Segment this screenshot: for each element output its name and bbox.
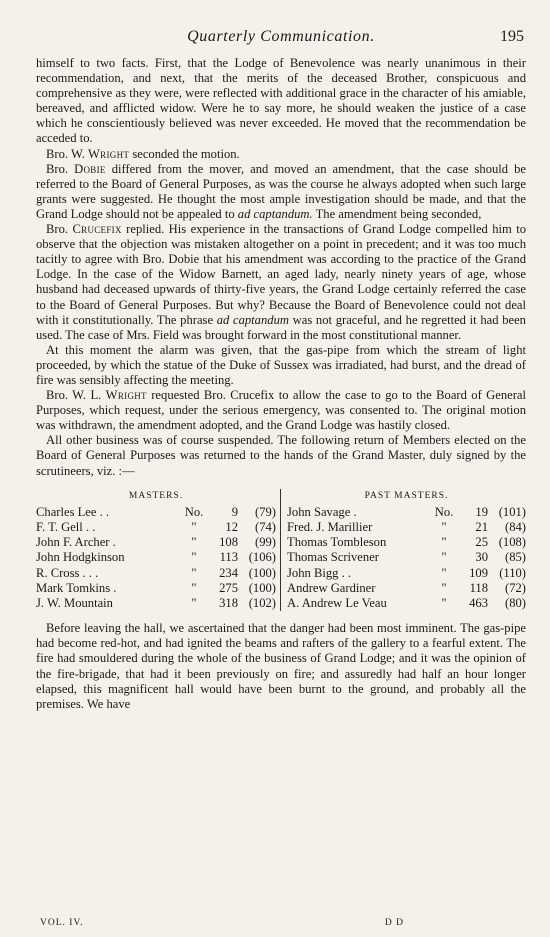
page-header xyxy=(36,26,526,56)
body-text-continued xyxy=(36,621,526,712)
table-row xyxy=(36,596,276,611)
body-text xyxy=(36,56,526,479)
text-run: Bro. xyxy=(46,222,73,237)
votes-cell: (110) xyxy=(499,565,526,580)
text-run: differed from the mover, and moved an amendment, that the case should be referred to the Board of General Purposes, as was the course he always adopted when such large grants were suggested. He thought the most ample investigation should be made, and that the Grand Lodge should not be appealed to xyxy=(36,161,527,221)
lodge-number-cell: 118 xyxy=(469,580,488,595)
member-name-cell: John Bigg . . xyxy=(287,565,352,580)
text-run: seconded the motion. xyxy=(129,146,240,161)
lodge-number-cell: 12 xyxy=(225,520,238,535)
member-name-cell: Andrew Gardiner xyxy=(287,580,376,595)
votes-cell: (100) xyxy=(248,580,276,595)
table-row xyxy=(36,581,276,596)
number-mark-cell: " xyxy=(441,520,447,535)
member-name-cell: John Hodgkinson xyxy=(36,550,125,565)
lodge-number-cell: 113 xyxy=(219,550,238,565)
table-row xyxy=(36,535,276,550)
italic-phrase: ad captandum xyxy=(216,312,289,327)
votes-cell: (84) xyxy=(505,520,526,535)
text-run: At this moment the alarm was given, that the gas-pipe from which the stream of light proceeded, by which the statue of the Duke of Sussex was irradiated, had burst, and the dread of fire was sensibly affecting the meeting. xyxy=(36,342,526,387)
table-row xyxy=(36,520,276,535)
member-name-cell: John F. Archer . xyxy=(36,535,116,550)
table-row xyxy=(287,581,526,596)
volume-label: VOL. IV. xyxy=(40,918,84,928)
member-name-cell: Mark Tomkins . xyxy=(36,580,117,595)
lodge-number-cell: 25 xyxy=(475,535,488,550)
votes-cell: (99) xyxy=(255,535,276,550)
paragraph: Before leaving the hall, we ascertained that the danger had been most imminent. The gas-pipe had become red-hot, and had ignited the beams and rafters of the gallery to a fearful extent. The fire had smouldered during the whole of the business of Grand Lodge; and it was the opinion of the fire-brigade, that had it been previously on fire; and assuredly had half an hour longer elapsed, this magnificent hall would have been burnt to the ground, and probably all the premises. We have xyxy=(36,621,526,711)
table-row xyxy=(36,550,276,565)
table-row xyxy=(287,550,526,565)
page-number: 195 xyxy=(500,28,524,45)
number-mark-cell: " xyxy=(191,520,197,535)
past-masters-column xyxy=(281,489,526,612)
number-mark-cell: " xyxy=(441,565,447,580)
number-mark-cell: " xyxy=(191,550,197,565)
signature-mark: D D xyxy=(384,918,404,928)
member-name-cell: John Savage . xyxy=(287,504,357,519)
text-run: The amendment being seconded, xyxy=(312,206,482,221)
member-name-cell: F. T. Gell . . xyxy=(36,520,96,535)
paragraph xyxy=(36,147,526,162)
paragraph xyxy=(36,433,526,478)
masters-column xyxy=(36,489,281,612)
votes-cell: (101) xyxy=(498,504,526,519)
number-mark-cell: No. xyxy=(184,504,204,519)
masters-heading: MASTERS. xyxy=(128,490,184,501)
table-row xyxy=(36,505,276,520)
member-name-cell: R. Cross . . . xyxy=(36,565,99,580)
text-run: Bro. xyxy=(46,161,75,176)
lodge-number-cell: 108 xyxy=(219,535,238,550)
votes-cell: (80) xyxy=(505,596,526,611)
member-name-cell: J. W. Mountain xyxy=(36,596,113,611)
number-mark-cell: " xyxy=(191,580,197,595)
lodge-number-cell: 318 xyxy=(219,596,238,611)
text-run: was not graceful, and he regretted it had been used. The case of Mrs. Field was brought forward in the most constitutional manner. xyxy=(36,312,526,342)
number-mark-cell: " xyxy=(441,550,447,565)
member-name: Dobie xyxy=(74,161,106,176)
text-run: requested Bro. Crucefix to allow the case to go to the Board of General Purposes, which request, under the serious emergency, was consented to. The original motion was withdrawn, the amendment adopted, and the Grand Lodge was hastily closed. xyxy=(36,388,526,433)
paragraph xyxy=(36,388,526,433)
member-name-cell: Charles Lee . . xyxy=(36,504,110,519)
table-row xyxy=(287,535,526,550)
votes-cell: (79) xyxy=(255,504,276,519)
lodge-number-cell: 19 xyxy=(475,504,488,519)
number-mark-cell: " xyxy=(191,596,197,611)
paragraph xyxy=(36,222,526,343)
paragraph xyxy=(36,162,526,222)
member-name: Wright xyxy=(105,388,147,403)
text-run: Bro. W. L. xyxy=(46,388,106,403)
paragraph xyxy=(36,343,526,388)
votes-cell: (100) xyxy=(248,565,276,580)
paragraph xyxy=(36,56,526,147)
votes-cell: (102) xyxy=(248,596,276,611)
number-mark-cell: " xyxy=(191,535,197,550)
member-name-cell: A. Andrew Le Veau xyxy=(287,596,387,611)
number-mark-cell: " xyxy=(441,535,447,550)
number-mark-cell: " xyxy=(441,580,447,595)
text-run: replied. His experience in the transactions of Grand Lodge compelled him to observe that the objection was mistaken altogether on a point in precedent; and it was too much tacitly to agree with Bro. Dobie that his amendment was according to the practice of the Grand Lodge. In the case of the Widow Barnett, an aged lady, nearly ninety years of age, whose husband had deceased upwards of thirty-five years, the Grand Lodge certainly referred the case to the Board of General Purposes. But why? Because the Board of Benevolence could not deal with it constitutionally. The phrase xyxy=(36,222,527,327)
number-mark-cell: " xyxy=(441,596,447,611)
italic-phrase: ad captandum. xyxy=(237,206,313,221)
lodge-number-cell: 234 xyxy=(219,565,238,580)
votes-cell: (108) xyxy=(498,535,526,550)
past-masters-heading: PAST MASTERS. xyxy=(364,490,449,501)
member-name-cell: Fred. J. Marillier xyxy=(287,520,373,535)
text-run: Bro. W. xyxy=(46,146,88,161)
table-row xyxy=(287,596,526,611)
votes-cell: (106) xyxy=(248,550,276,565)
member-name-cell: Thomas Scrivener xyxy=(287,550,379,565)
text-run: All other business was of course suspended. The following return of Members elected on the Board of General Purposes was returned to the hands of the Grand Master, duly signed by the scrutineers, viz. :— xyxy=(36,433,526,478)
table-row xyxy=(287,520,526,535)
lodge-number-cell: 9 xyxy=(231,504,238,519)
lodge-number-cell: 109 xyxy=(469,565,488,580)
member-name: Crucefix xyxy=(72,222,122,237)
lodge-number-cell: 21 xyxy=(475,520,488,535)
table-row xyxy=(36,566,276,581)
lodge-number-cell: 275 xyxy=(219,580,238,595)
election-return-table xyxy=(36,489,526,612)
number-mark-cell: " xyxy=(191,565,197,580)
lodge-number-cell: 463 xyxy=(469,596,488,611)
running-title: Quarterly Communication. xyxy=(187,28,375,45)
votes-cell: (85) xyxy=(505,550,526,565)
member-name: Wright xyxy=(88,146,130,161)
lodge-number-cell: 30 xyxy=(475,550,488,565)
table-row xyxy=(287,505,526,520)
votes-cell: (74) xyxy=(255,520,276,535)
text-run: himself to two facts. First, that the Lodge of Benevolence was nearly unanimous in their recommendation, and next, that the merits of the deceased Brother, conspicuous and comprehensive as they were, were reflected with additional grace in the character of his amiable, bereaved, and afflicted widow. Were he to say more, he should weaken the justice of a case which he conscientiously believed was never exceeded. He moved that the recommendation be acceded to. xyxy=(36,56,526,146)
member-name-cell: Thomas Tombleson xyxy=(287,535,387,550)
votes-cell: (72) xyxy=(505,580,526,595)
number-mark-cell: No. xyxy=(434,504,454,519)
table-row xyxy=(287,566,526,581)
